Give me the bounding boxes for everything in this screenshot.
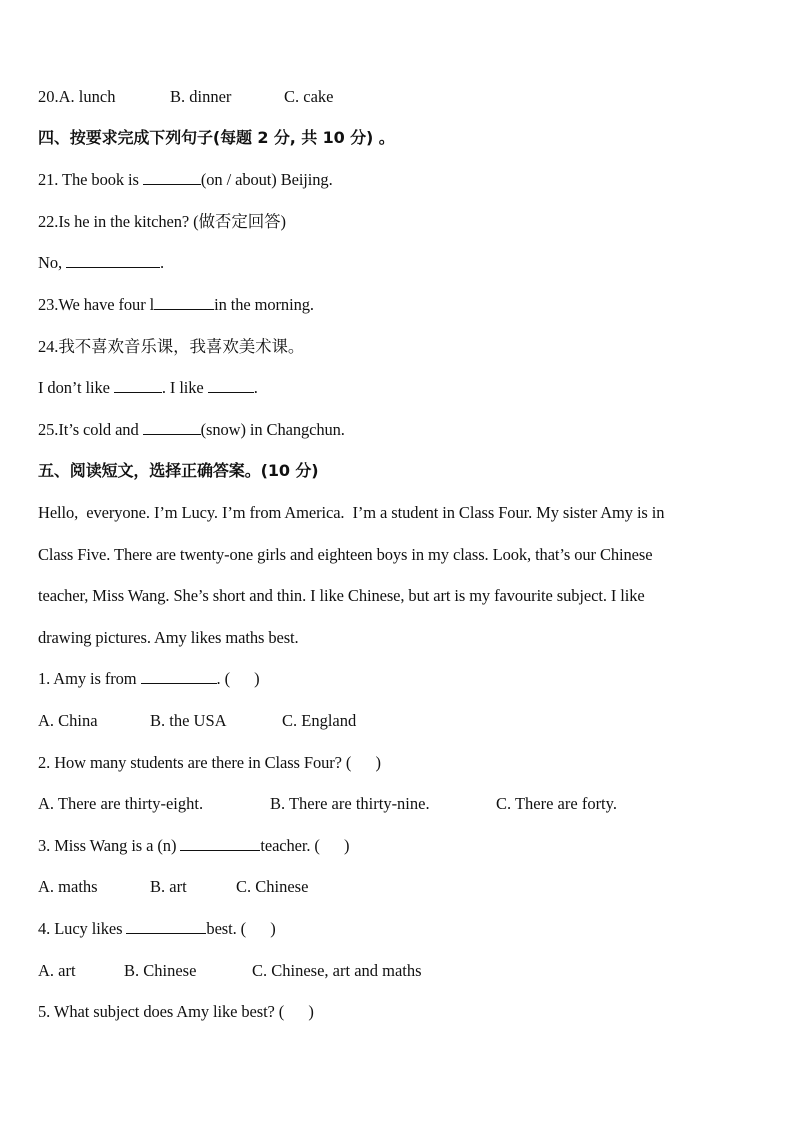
question-24: 24.我不喜欢音乐课，我喜欢美术课。 — [38, 337, 305, 356]
r2-option-c: C. There are forty. — [496, 794, 617, 813]
reading-question-1: 1. Amy is from . ( ) — [38, 669, 260, 688]
reading-question-4: 4. Lucy likes best. ( ) — [38, 919, 276, 938]
passage-line-1: Hello, everyone. I’m Lucy. I’m from America. I’m a student in Class Four. My sister Amy is in — [38, 503, 665, 522]
r1-option-c: C. England — [282, 711, 357, 730]
reading-question-2: 2. How many students are there in Class Four? ( ) — [38, 753, 381, 772]
r3-option-a: A. maths — [38, 877, 98, 896]
section-4-heading: 四、按要求完成下列句子(每题 2 分, 共 10 分) 。 — [38, 128, 395, 147]
r4-option-a: A. art — [38, 961, 76, 980]
r3-option-b: B. art — [150, 877, 187, 896]
q20-option-b: B. dinner — [170, 87, 232, 106]
answer-blank — [114, 378, 162, 393]
reading-question-5: 5. What subject does Amy like best? ( ) — [38, 1002, 314, 1021]
answer-blank — [143, 170, 201, 185]
r1-option-b: B. the USA — [150, 711, 227, 730]
r4-option-c: C. Chinese, art and maths — [252, 961, 422, 980]
question-21: 21. The book is (on / about) Beijing. — [38, 170, 333, 189]
answer-blank — [141, 669, 217, 684]
r1-option-a: A. China — [38, 711, 98, 730]
q20-option-c: C. cake — [284, 87, 334, 106]
answer-blank — [66, 253, 160, 268]
answer-blank — [180, 836, 260, 851]
question-22-answer: No, . — [38, 253, 165, 272]
answer-blank — [143, 420, 201, 435]
reading-question-3: 3. Miss Wang is a (n) teacher. ( ) — [38, 836, 350, 855]
r3-option-c: C. Chinese — [236, 877, 309, 896]
section-5-heading: 五、阅读短文，选择正确答案。(10 分) — [38, 461, 319, 480]
passage-line-4: drawing pictures. Amy likes maths best. — [38, 628, 299, 647]
r2-option-b: B. There are thirty-nine. — [270, 794, 430, 813]
question-23: 23.We have four l in the morning. — [38, 295, 314, 314]
answer-blank — [154, 295, 214, 310]
question-22: 22.Is he in the kitchen? (做否定回答) — [38, 212, 286, 231]
r2-option-a: A. There are thirty-eight. — [38, 794, 204, 813]
question-24-answer: I don’t like . I like . — [38, 378, 258, 397]
passage-line-2: Class Five. There are twenty-one girls and eighteen boys in my class. Look, that’s our Chinese — [38, 545, 653, 564]
answer-blank — [208, 378, 254, 393]
question-25: 25.It’s cold and (snow) in Changchun. — [38, 420, 345, 439]
q20-option-a: 20.A. lunch — [38, 87, 116, 106]
r4-option-b: B. Chinese — [124, 961, 197, 980]
passage-line-3: teacher, Miss Wang. She’s short and thin. I like Chinese, but art is my favourite subject. I like — [38, 586, 645, 605]
answer-blank — [126, 919, 206, 934]
